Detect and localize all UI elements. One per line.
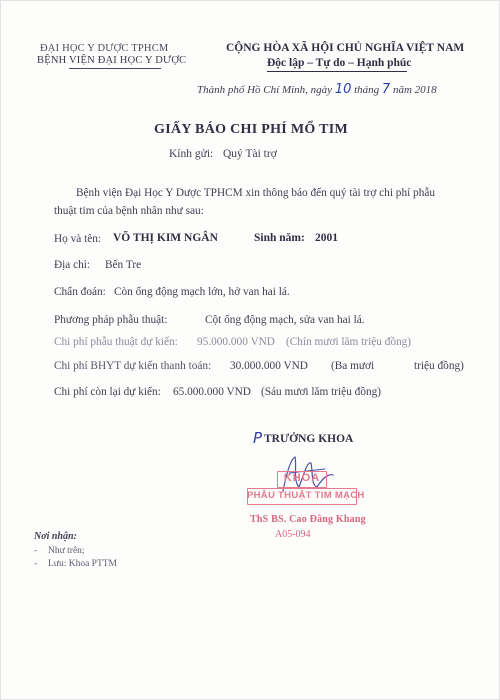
recipients-label: Nơi nhận: <box>34 531 77 542</box>
date-prefix: Thành phố Hồ Chí Minh, ngày <box>197 84 335 96</box>
nation-underline <box>267 71 407 72</box>
date-line <box>197 82 437 97</box>
recipient-value: Quý Tài trợ <box>223 148 277 160</box>
intro-line-1: Bệnh viện Đại Học Y Dược TPHCM xin thông báo đến quý tài trợ chi phí phẫu <box>76 187 436 199</box>
method-label: Phương pháp phẫu thuật: <box>54 314 168 326</box>
signer-title: TRƯỞNG KHOA <box>264 433 354 445</box>
document-title: GIẤY BÁO CHI PHÍ MỔ TIM <box>154 122 348 137</box>
org-line-2: BỆNH VIỆN ĐẠI HỌC Y DƯỢC <box>37 55 187 66</box>
nation-line-1: CỘNG HÒA XÃ HỘI CHỦ NGHĨA VIỆT NAM <box>226 42 465 54</box>
patient-name: VÕ THỊ KIM NGÂN <box>113 232 218 244</box>
date-month: 7 <box>381 82 391 97</box>
diagnosis-value: Còn ống động mạch lớn, hở van hai lá. <box>114 286 290 298</box>
birth-year: 2001 <box>315 232 338 244</box>
stamp-department-text: PHẪU THUẬT TIM MẠCH <box>247 490 365 501</box>
address-label: Địa chỉ: <box>54 259 91 271</box>
org-underline <box>69 68 161 69</box>
surgery-cost-words: (Chín mươi lăm triệu đồng) <box>286 336 412 348</box>
patient-name-label: Họ và tên: <box>54 233 102 245</box>
recipient-label: Kính gửi: <box>169 148 214 160</box>
diagnosis-label: Chẩn đoán: <box>54 286 106 298</box>
intro-line-2: thuật tim của bệnh nhân như sau: <box>54 205 204 217</box>
doctor-name: ThS BS. Cao Đằng Khang <box>250 514 366 525</box>
date-day: 10 <box>334 82 352 97</box>
surgery-cost-amount: 95.000.000 VND <box>197 336 275 348</box>
handwritten-initial: P <box>253 429 263 447</box>
nation-line-2: Độc lập – Tự do – Hạnh phúc <box>267 57 412 69</box>
recipient-item: - Như trên; <box>34 546 85 556</box>
insurance-cost-words-end: triệu đồng) <box>414 360 464 372</box>
birth-year-label: Sinh năm: <box>254 232 305 244</box>
doctor-code: A05-094 <box>275 529 311 540</box>
stamp-khoa-text: KHOA <box>283 472 321 484</box>
date-month-text: tháng <box>351 84 382 96</box>
department-stamp <box>247 471 365 511</box>
recipient-item-text: Như trên; <box>48 546 85 556</box>
remaining-cost-label: Chi phí còn lại dự kiến: <box>54 386 161 398</box>
remaining-cost-amount: 65.000.000 VND <box>173 386 251 398</box>
remaining-cost-words: (Sáu mươi lăm triệu đồng) <box>261 386 382 398</box>
org-line-1: ĐẠI HỌC Y DƯỢC TPHCM <box>40 43 169 54</box>
insurance-cost-label: Chi phí BHYT dự kiến thanh toán: <box>54 360 212 372</box>
date-year-text: năm 2018 <box>390 84 437 96</box>
recipient-item-text: Lưu: Khoa PTTM <box>48 559 118 569</box>
recipient-item: - Lưu: Khoa PTTM <box>34 559 118 569</box>
address-value: Bến Tre <box>105 259 142 271</box>
method-value: Cột ống động mạch, sửa van hai lá. <box>205 314 365 326</box>
insurance-cost-words-start: (Ba mươi <box>331 360 375 372</box>
surgery-cost-label: Chi phí phẫu thuật dự kiến: <box>54 336 178 348</box>
insurance-cost-amount: 30.000.000 VND <box>230 360 308 372</box>
